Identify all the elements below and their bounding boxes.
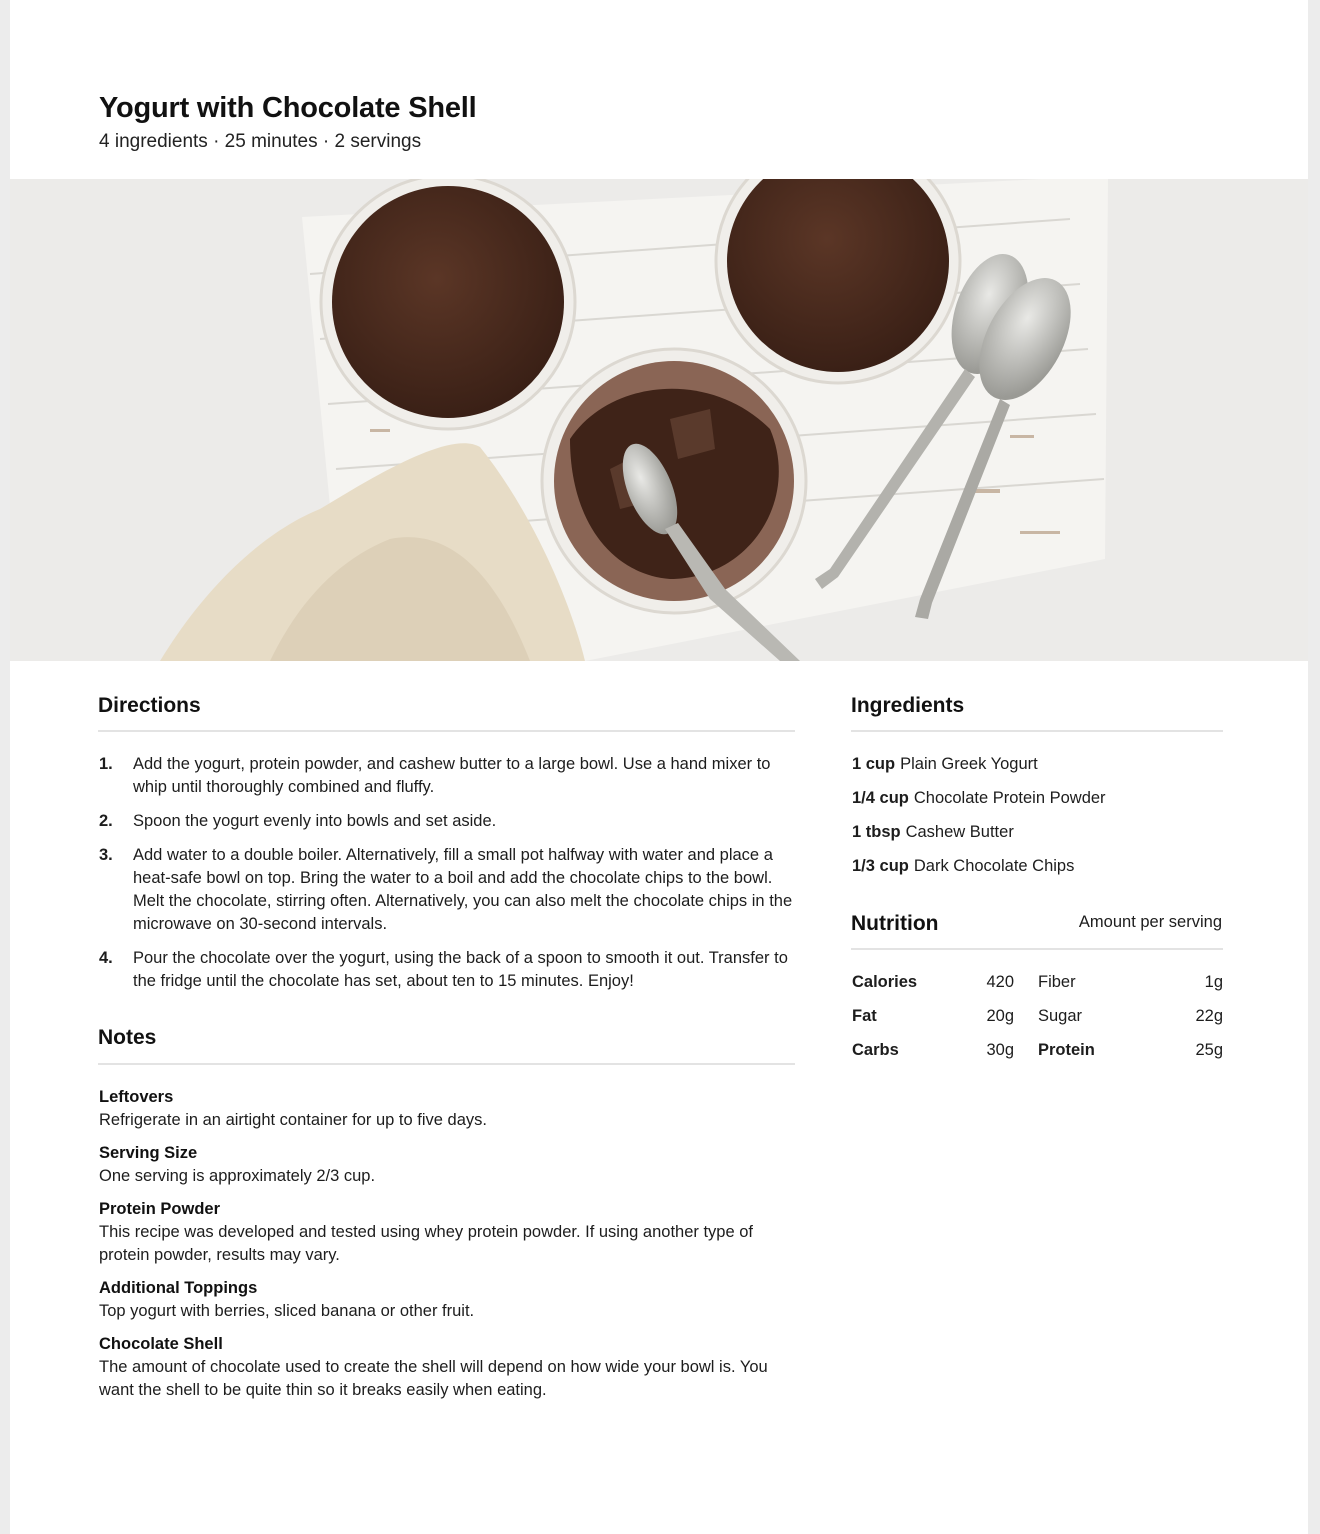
- notes-list: [99, 1086, 799, 1412]
- direction-step: [99, 753, 794, 799]
- recipe-page: [10, 0, 1308, 1534]
- directions-list: [99, 753, 794, 1004]
- nutrient-label: Fiber: [1038, 973, 1076, 991]
- nutrient-label: Sugar: [1038, 1007, 1083, 1025]
- direction-step: [99, 947, 794, 993]
- step-number: 1.: [99, 755, 113, 773]
- note-item: [99, 1086, 799, 1132]
- nutrition-divider: [851, 948, 1223, 950]
- nutrient-label: Fat: [852, 1007, 877, 1025]
- note-item: [99, 1142, 799, 1188]
- ingredient-item: [852, 753, 1232, 776]
- step-number: 2.: [99, 812, 113, 830]
- note-title: Serving Size: [99, 1144, 198, 1162]
- amount-per-serving: Amount per serving: [1078, 913, 1222, 931]
- note-title: Leftovers: [99, 1088, 174, 1106]
- ingredient-name: Chocolate Protein Powder: [913, 789, 1106, 807]
- nutrient-value: 420: [986, 973, 1014, 991]
- note-body: One serving is approximately 2/3 cup.: [99, 1167, 376, 1185]
- directions-heading: Directions: [98, 694, 201, 717]
- note-body: Top yogurt with berries, sliced banana or other fruit.: [99, 1302, 475, 1320]
- note-body: The amount of chocolate used to create the shell will depend on how wide your bowl is. You want the shell to be quite thin so it breaks easily when eating.: [99, 1358, 768, 1399]
- nutrient-value: 25g: [1195, 1041, 1223, 1059]
- step-text: Add water to a double boiler. Alternatively, fill a small pot halfway with water and place a heat-safe bowl on top. Bring the water to a boil and add the chocolate chips to the bowl. Melt the chocolate, stirring often. Alternatively, you can also melt the chocolate chips in the microwave on 30-second intervals.: [133, 846, 793, 933]
- step-text: Spoon the yogurt evenly into bowls and set aside.: [133, 812, 497, 830]
- note-title: Protein Powder: [99, 1200, 221, 1218]
- nutrient-label: Carbs: [852, 1041, 899, 1059]
- ingredient-name: Dark Chocolate Chips: [913, 857, 1075, 875]
- ingredients-list: [852, 753, 1232, 889]
- nutrition-row: [852, 1005, 1223, 1039]
- nutrient-value: 30g: [986, 1041, 1014, 1059]
- step-number: 4.: [99, 949, 113, 967]
- ingredient-item: [852, 821, 1232, 844]
- notes-divider: [98, 1063, 795, 1065]
- recipe-title: Yogurt with Chocolate Shell: [99, 92, 477, 124]
- recipe-meta: 4 ingredients · 25 minutes · 2 servings: [99, 131, 422, 152]
- nutrient-value: 22g: [1195, 1007, 1223, 1025]
- ingredient-item: [852, 787, 1232, 810]
- ingredient-qty: 1/4 cup: [852, 789, 909, 807]
- nutrient-label: Protein: [1038, 1041, 1095, 1059]
- nutrient-label: Calories: [852, 973, 918, 991]
- note-title: Chocolate Shell: [99, 1335, 223, 1353]
- note-item: [99, 1277, 799, 1323]
- note-title: Additional Toppings: [99, 1279, 258, 1297]
- step-number: 3.: [99, 846, 113, 864]
- nutrition-row: [852, 1039, 1223, 1073]
- step-text: Add the yogurt, protein powder, and cashew butter to a large bowl. Use a hand mixer to whip until thoroughly combined and fluffy.: [133, 755, 771, 796]
- ingredient-name: Cashew Butter: [905, 823, 1014, 841]
- directions-divider: [98, 730, 795, 732]
- notes-heading: Notes: [98, 1026, 157, 1049]
- note-item: [99, 1198, 799, 1267]
- ingredient-qty: 1 cup: [852, 755, 896, 773]
- ingredient-item: [852, 855, 1232, 878]
- note-body: This recipe was developed and tested using whey protein powder. If using another type of protein powder, results may vary.: [99, 1223, 753, 1264]
- step-text: Pour the chocolate over the yogurt, using the back of a spoon to smooth it out. Transfer to the fridge until the chocolate has set, about ten to 15 minutes. Enjoy!: [133, 949, 788, 990]
- ingredient-name: Plain Greek Yogurt: [900, 755, 1038, 773]
- direction-step: [99, 810, 794, 833]
- note-body: Refrigerate in an airtight container for up to five days.: [99, 1111, 487, 1129]
- nutrient-value: 20g: [986, 1007, 1014, 1025]
- note-item: [99, 1333, 799, 1402]
- recipe-photo: [10, 179, 1308, 661]
- ingredient-qty: 1 tbsp: [852, 823, 901, 841]
- direction-step: [99, 844, 794, 936]
- ingredient-qty: 1/3 cup: [852, 857, 909, 875]
- ingredients-heading: Ingredients: [851, 694, 965, 717]
- nutrient-value: 1g: [1204, 973, 1223, 991]
- nutrition-row: [852, 971, 1223, 1005]
- nutrition-heading: Nutrition: [851, 912, 939, 935]
- ingredients-divider: [851, 730, 1223, 732]
- nutrition-table: [852, 971, 1223, 1073]
